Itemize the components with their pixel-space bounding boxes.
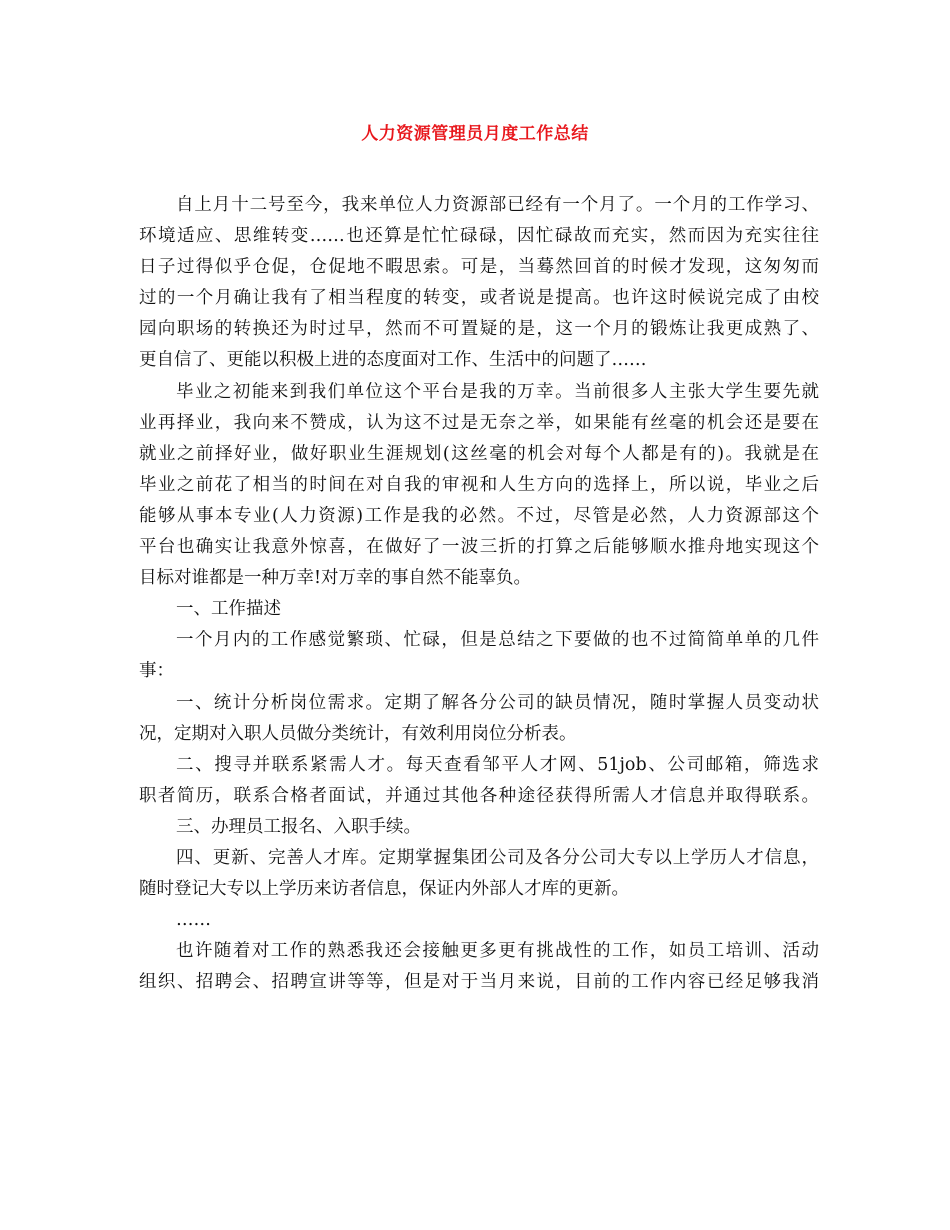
list-item-line: 二、搜寻并联系紧需人才。每天查看邹平人才网、51job、公司邮箱，筛选求 xyxy=(176,754,819,775)
ellipsis-line: …… xyxy=(176,910,211,931)
list-item-line: 随时登记大专以上学历来访者信息，保证内外部人才库的更新。 xyxy=(139,879,629,900)
paragraph-line: 目标对谁都是一种万幸!对万幸的事自然不能辜负。 xyxy=(139,568,532,589)
paragraph-line: 也许随着对工作的熟悉我还会接触更多更有挑战性的工作，如员工培训、活动 xyxy=(176,941,819,962)
list-item-line: 三、办理员工报名、入职手续。 xyxy=(176,816,421,837)
paragraph-line: 一个月内的工作感觉繁琐、忙碌，但是总结之下要做的也不过简简单单的几件 xyxy=(176,630,819,651)
paragraph-line: 毕业之初能来到我们单位这个平台是我的万幸。当前很多人主张大学生要先就 xyxy=(176,381,819,402)
list-item-line: 况，定期对入职人员做分类统计，有效利用岗位分析表。 xyxy=(139,723,577,744)
paragraph-line: 能够从事本专业(人力资源)工作是我的必然。不过，尽管是必然，人力资源部这个 xyxy=(139,505,819,526)
paragraph-line: 组织、招聘会、招聘宣讲等等，但是对于当月来说，目前的工作内容已经足够我消 xyxy=(139,972,819,993)
paragraph-line: 园向职场的转换还为时过早，然而不可置疑的是，这一个月的锻炼让我更成熟了、 xyxy=(139,319,819,340)
list-item-line: 一、统计分析岗位需求。定期了解各分公司的缺员情况，随时掌握人员变动状 xyxy=(176,692,819,713)
paragraph-line: 日子过得似乎仓促，仓促地不暇思索。可是，当蓦然回首的时候才发现，这匆匆而 xyxy=(139,257,819,278)
document-body xyxy=(139,190,819,998)
paragraph-line: 自上月十二号至今，我来单位人力资源部已经有一个月了。一个月的工作学习、 xyxy=(176,195,819,215)
paragraph-line: 更自信了、更能以积极上进的态度面对工作、生活中的问题了…… xyxy=(139,350,647,371)
list-item-line: 职者简历，联系合格者面试，并通过其他各种途径获得所需人才信息并取得联系。 xyxy=(139,785,819,806)
list-item-line: 四、更新、完善人才库。定期掌握集团公司及各分公司大专以上学历人才信息， xyxy=(176,847,819,868)
paragraph-line: 业再择业，我向来不赞成，认为这不过是无奈之举，如果能有丝毫的机会还是要在 xyxy=(139,412,819,433)
section-heading: 一、工作描述 xyxy=(176,599,281,620)
paragraph-line: 毕业之前花了相当的时间在对自我的审视和人生方向的选择上，所以说，毕业之后 xyxy=(139,474,819,495)
document-title: 人力资源管理员月度工作总结 xyxy=(361,124,589,144)
paragraph-line: 环境适应、思维转变……也还算是忙忙碌碌，因忙碌故而充实，然而因为充实往往 xyxy=(139,226,819,247)
paragraph-line: 过的一个月确让我有了相当程度的转变，或者说是提高。也许这时候说完成了由校 xyxy=(139,288,819,309)
paragraph-line: 事： xyxy=(139,661,174,682)
paragraph-line: 就业之前择好业，做好职业生涯规划(这丝毫的机会对每个人都是有的)。我就是在 xyxy=(139,443,819,464)
paragraph-line: 平台也确实让我意外惊喜，在做好了一波三折的打算之后能够顺水推舟地实现这个 xyxy=(139,537,819,558)
